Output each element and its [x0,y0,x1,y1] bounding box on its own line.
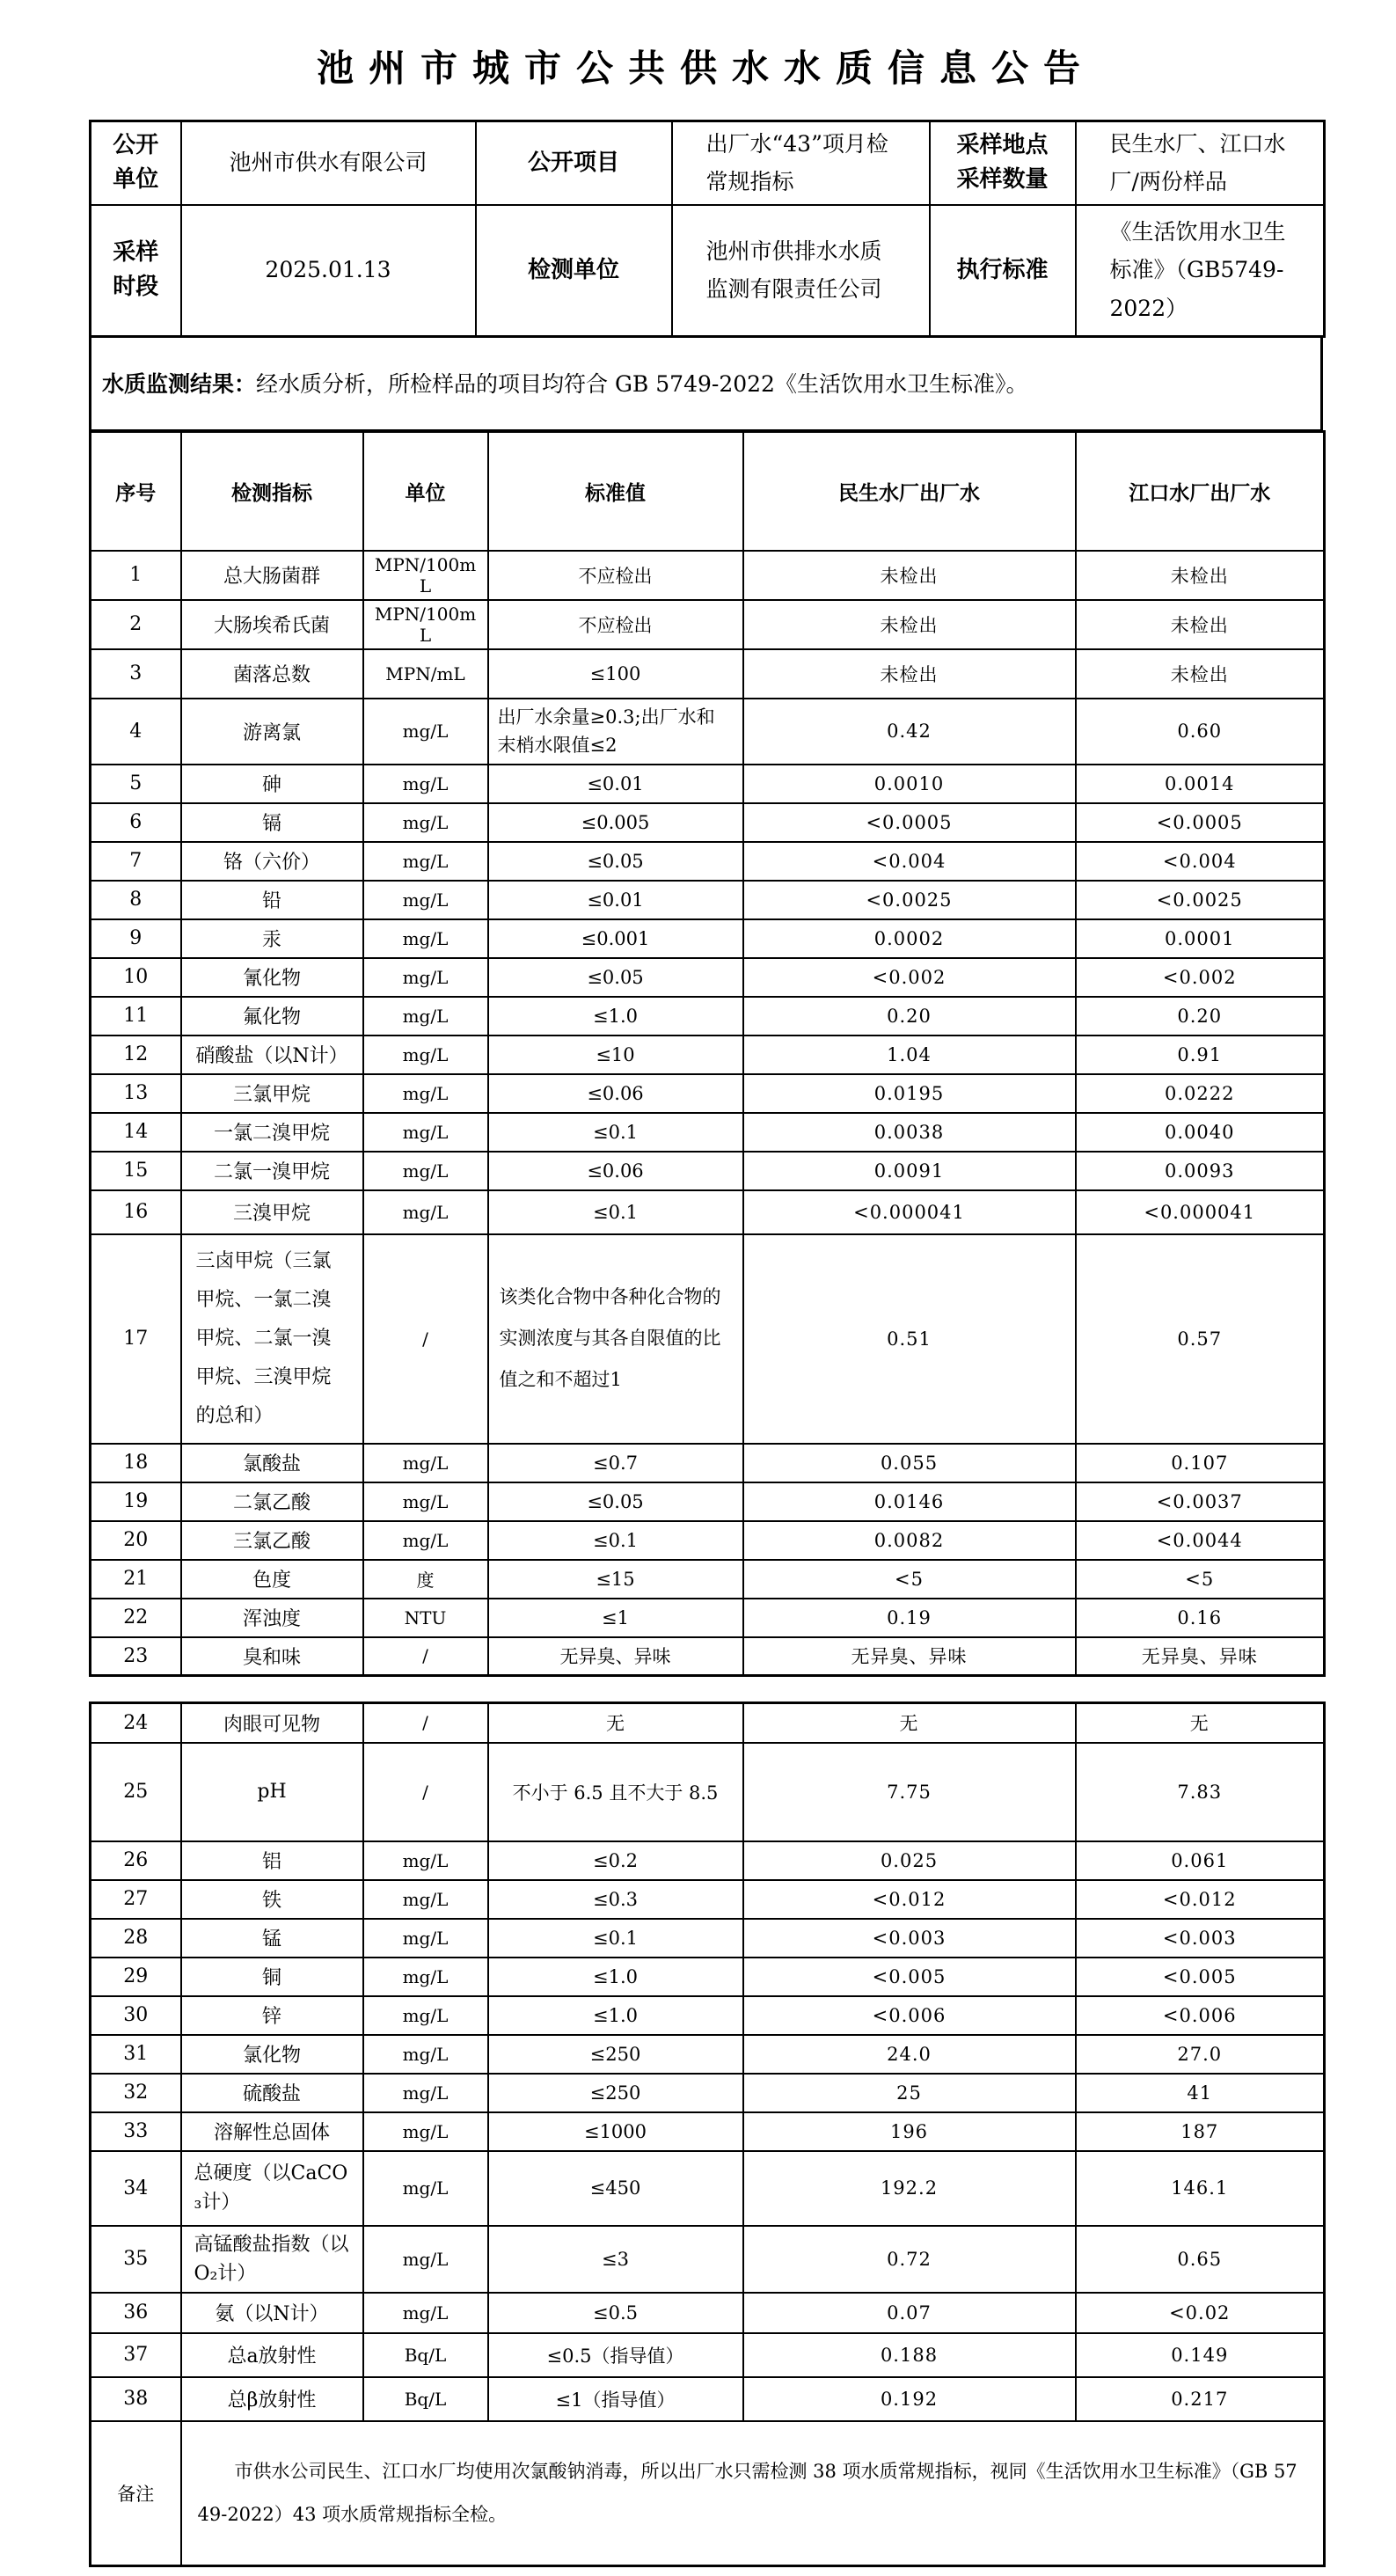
cell-standard: ≤0.005 [488,803,743,842]
cell-minsheng-value: 0.51 [743,1234,1076,1444]
cell-index: 28 [91,1919,181,1958]
indicator-row [91,2151,1325,2226]
cell-standard: ≤250 [488,2074,743,2112]
cell-standard: ≤15 [488,1560,743,1599]
cell-indicator: 总硬度（以CaCO₃计） [181,2151,363,2226]
cell-unit: mg/L [363,2226,488,2293]
cell-minsheng-value: 25 [743,2074,1076,2112]
cell-minsheng-value: 0.19 [743,1599,1076,1637]
cell-unit: mg/L [363,803,488,842]
page-title: 池州市城市公共供水水质信息公告 [316,47,1095,90]
cell-unit: 度 [363,1560,488,1599]
cell-indicator: 铬（六价） [181,842,363,881]
table-header-row [91,432,1325,551]
cell-minsheng-value: <0.0005 [743,803,1076,842]
cell-minsheng-value: 0.0195 [743,1074,1076,1113]
cell-unit: mg/L [363,699,488,765]
indicator-row [91,1074,1325,1113]
cell-minsheng-value: 无异臭、异味 [743,1637,1076,1676]
cell-indicator: 肉眼可见物 [181,1703,363,1743]
cell-unit: mg/L [363,1152,488,1190]
indicator-row [91,2074,1325,2112]
indicator-row [91,1599,1325,1637]
cell-indicator: 二氯乙酸 [181,1482,363,1521]
cell-jiangkou-value: <5 [1076,1560,1325,1599]
cell-standard: ≤0.06 [488,1152,743,1190]
indicator-row [91,1996,1325,2035]
cell-unit: mg/L [363,1958,488,1996]
cell-unit: / [363,1703,488,1743]
quality-table-part1 [89,430,1326,1677]
cell-jiangkou-value: 41 [1076,2074,1325,2112]
cell-minsheng-value: 0.0038 [743,1113,1076,1152]
cell-jiangkou-value: 7.83 [1076,1743,1325,1841]
cell-unit: / [363,1234,488,1444]
cell-unit: NTU [363,1599,488,1637]
info-label-testing-unit: 检测单位 [476,205,672,337]
cell-index: 33 [91,2112,181,2151]
indicator-row [91,1560,1325,1599]
cell-minsheng-value: 0.025 [743,1841,1076,1880]
cell-unit: / [363,1637,488,1676]
cell-jiangkou-value: 0.65 [1076,2226,1325,2293]
cell-unit: mg/L [363,1996,488,2035]
cell-minsheng-value: <0.003 [743,1919,1076,1958]
cell-unit: mg/L [363,1521,488,1560]
cell-index: 36 [91,2293,181,2333]
indicator-row [91,1234,1325,1444]
cell-standard: ≤0.1 [488,1919,743,1958]
cell-unit: mg/L [363,919,488,958]
cell-index: 20 [91,1521,181,1560]
cell-minsheng-value: <0.004 [743,842,1076,881]
cell-index: 5 [91,765,181,803]
indicator-row [91,997,1325,1036]
col-header-standard: 标准值 [488,432,743,551]
cell-indicator: 总β放射性 [181,2377,363,2421]
cell-index: 8 [91,881,181,919]
cell-jiangkou-value: 0.16 [1076,1599,1325,1637]
cell-indicator: 三卤甲烷（三氯甲烷、一氯二溴甲烷、二氯一溴甲烷、三溴甲烷的总和） [181,1234,363,1444]
indicator-row [91,919,1325,958]
cell-index: 18 [91,1444,181,1482]
cell-standard: ≤0.1 [488,1521,743,1560]
indicator-row [91,1521,1325,1560]
indicator-row [91,600,1325,649]
indicator-row [91,2035,1325,2074]
indicator-row [91,2333,1325,2377]
cell-index: 12 [91,1036,181,1074]
document-content [89,42,1323,2567]
cell-standard: ≤1.0 [488,1958,743,1996]
cell-unit: mg/L [363,881,488,919]
remark-text: 市供水公司民生、江口水厂均使用次氯酸钠消毒，所以出厂水只需检测 38 项水质常规指标，视同《生活饮用水卫生标准》（GB 5749-2022）43 项水质常规指标全检。 [181,2421,1325,2566]
cell-standard: ≤0.7 [488,1444,743,1482]
cell-indicator: 三氯甲烷 [181,1074,363,1113]
cell-minsheng-value: 0.72 [743,2226,1076,2293]
cell-index: 11 [91,997,181,1036]
cell-indicator: 高锰酸盐指数（以O₂计） [181,2226,363,2293]
cell-standard: ≤0.05 [488,958,743,997]
indicator-row [91,765,1325,803]
cell-standard: ≤0.01 [488,765,743,803]
cell-indicator: 铁 [181,1880,363,1919]
result-label: 水质监测结果： [102,370,257,397]
cell-index: 3 [91,649,181,699]
cell-unit: Bq/L [363,2333,488,2377]
cell-index: 37 [91,2333,181,2377]
cell-unit: mg/L [363,1190,488,1234]
cell-minsheng-value: <0.000041 [743,1190,1076,1234]
cell-indicator: 铝 [181,1841,363,1880]
cell-indicator: 锌 [181,1996,363,2035]
info-row [91,205,1325,337]
cell-jiangkou-value: 0.149 [1076,2333,1325,2377]
cell-index: 7 [91,842,181,881]
cell-standard: ≤1（指导值） [488,2377,743,2421]
cell-unit: mg/L [363,1919,488,1958]
cell-index: 10 [91,958,181,997]
cell-jiangkou-value: 无异臭、异味 [1076,1637,1325,1676]
indicator-row [91,1190,1325,1234]
cell-minsheng-value: 0.055 [743,1444,1076,1482]
cell-indicator: 二氯一溴甲烷 [181,1152,363,1190]
info-value-sampling-period: 2025.01.13 [181,205,476,337]
cell-jiangkou-value: 0.107 [1076,1444,1325,1482]
cell-indicator: 氟化物 [181,997,363,1036]
cell-index: 27 [91,1880,181,1919]
cell-indicator: 汞 [181,919,363,958]
cell-index: 21 [91,1560,181,1599]
cell-unit: mg/L [363,1036,488,1074]
indicator-row [91,1444,1325,1482]
cell-minsheng-value: 0.07 [743,2293,1076,2333]
cell-indicator: 锰 [181,1919,363,1958]
cell-jiangkou-value: <0.004 [1076,842,1325,881]
cell-jiangkou-value: <0.000041 [1076,1190,1325,1234]
cell-minsheng-value: 未检出 [743,649,1076,699]
cell-jiangkou-value: <0.005 [1076,1958,1325,1996]
cell-indicator: 总大肠菌群 [181,551,363,600]
cell-jiangkou-value: 27.0 [1076,2035,1325,2074]
cell-jiangkou-value: 0.217 [1076,2377,1325,2421]
info-value-testing-unit: 池州市供排水水质监测有限责任公司 [672,205,930,337]
cell-standard: ≤0.01 [488,881,743,919]
cell-jiangkou-value: 无 [1076,1703,1325,1743]
cell-index: 29 [91,1958,181,1996]
indicator-row [91,1036,1325,1074]
cell-minsheng-value: <0.012 [743,1880,1076,1919]
cell-standard: ≤0.2 [488,1841,743,1880]
info-label-public-unit: 公开单位 [91,121,181,205]
cell-unit: mg/L [363,1113,488,1152]
cell-unit: mg/L [363,2293,488,2333]
cell-minsheng-value: 0.0091 [743,1152,1076,1190]
cell-minsheng-value: <0.0025 [743,881,1076,919]
cell-indicator: 大肠埃希氏菌 [181,600,363,649]
cell-index: 25 [91,1743,181,1841]
cell-standard: ≤10 [488,1036,743,1074]
indicator-row [91,1958,1325,1996]
result-banner [89,335,1323,432]
remark-label: 备注 [91,2421,181,2566]
info-value-sampling-site: 民生水厂、江口水厂/两份样品 [1076,121,1325,205]
indicator-row [91,649,1325,699]
info-value-public-item: 出厂水“43”项月检常规指标 [672,121,930,205]
cell-indicator: 三氯乙酸 [181,1521,363,1560]
indicator-row [91,1919,1325,1958]
cell-unit: mg/L [363,842,488,881]
cell-jiangkou-value: 0.20 [1076,997,1325,1036]
cell-minsheng-value: 无 [743,1703,1076,1743]
cell-unit: mg/L [363,2151,488,2226]
cell-jiangkou-value: 0.0001 [1076,919,1325,958]
cell-indicator: 臭和味 [181,1637,363,1676]
cell-jiangkou-value: 0.57 [1076,1234,1325,1444]
cell-index: 16 [91,1190,181,1234]
cell-jiangkou-value: <0.003 [1076,1919,1325,1958]
col-header-index: 序号 [91,432,181,551]
cell-minsheng-value: 0.0002 [743,919,1076,958]
cell-standard: 出厂水余量≥0.3;出厂水和末梢水限值≤2 [488,699,743,765]
cell-minsheng-value: <0.002 [743,958,1076,997]
cell-indicator: 镉 [181,803,363,842]
cell-jiangkou-value: <0.0037 [1076,1482,1325,1521]
cell-standard: ≤0.06 [488,1074,743,1113]
indicator-row [91,2377,1325,2421]
cell-unit: mg/L [363,765,488,803]
cell-index: 34 [91,2151,181,2226]
cell-index: 2 [91,600,181,649]
cell-unit: mg/L [363,2035,488,2074]
cell-indicator: 游离氯 [181,699,363,765]
info-value-public-unit: 池州市供水有限公司 [181,121,476,205]
cell-indicator: 氨（以N计） [181,2293,363,2333]
indicator-row [91,1703,1325,1743]
indicator-row [91,1880,1325,1919]
cell-unit: / [363,1743,488,1841]
indicator-row [91,842,1325,881]
indicator-row [91,881,1325,919]
cell-jiangkou-value: 0.0222 [1076,1074,1325,1113]
cell-minsheng-value: <0.006 [743,1996,1076,2035]
indicator-row [91,958,1325,997]
cell-standard: ≤1000 [488,2112,743,2151]
cell-index: 14 [91,1113,181,1152]
indicator-row [91,551,1325,600]
cell-unit: mg/L [363,1841,488,1880]
cell-minsheng-value: 24.0 [743,2035,1076,2074]
col-header-unit: 单位 [363,432,488,551]
cell-indicator: 菌落总数 [181,649,363,699]
cell-jiangkou-value: <0.002 [1076,958,1325,997]
info-row [91,121,1325,205]
cell-standard: 不小于 6.5 且不大于 8.5 [488,1743,743,1841]
cell-minsheng-value: 7.75 [743,1743,1076,1841]
cell-minsheng-value: 0.0010 [743,765,1076,803]
cell-jiangkou-value: 未检出 [1076,551,1325,600]
info-label-sampling-period: 采样时段 [91,205,181,337]
cell-jiangkou-value: <0.02 [1076,2293,1325,2333]
cell-index: 23 [91,1637,181,1676]
result-text: 经水质分析，所检样品的项目均符合 GB 5749-2022《生活饮用水卫生标准》。 [256,370,1028,397]
cell-index: 17 [91,1234,181,1444]
cell-minsheng-value: 1.04 [743,1036,1076,1074]
cell-minsheng-value: 196 [743,2112,1076,2151]
cell-unit: mg/L [363,2112,488,2151]
cell-unit: Bq/L [363,2377,488,2421]
cell-jiangkou-value: 未检出 [1076,600,1325,649]
info-label-public-item: 公开项目 [476,121,672,205]
cell-indicator: 一氯二溴甲烷 [181,1113,363,1152]
cell-minsheng-value: 192.2 [743,2151,1076,2226]
col-header-indicator: 检测指标 [181,432,363,551]
cell-index: 38 [91,2377,181,2421]
cell-indicator: pH [181,1743,363,1841]
indicator-row [91,1743,1325,1841]
cell-index: 22 [91,1599,181,1637]
cell-jiangkou-value: 0.91 [1076,1036,1325,1074]
cell-standard: 无 [488,1703,743,1743]
cell-index: 4 [91,699,181,765]
cell-indicator: 氯化物 [181,2035,363,2074]
cell-standard: 不应检出 [488,600,743,649]
cell-minsheng-value: 未检出 [743,551,1076,600]
cell-minsheng-value: 0.188 [743,2333,1076,2377]
cell-jiangkou-value: 146.1 [1076,2151,1325,2226]
cell-index: 19 [91,1482,181,1521]
cell-index: 32 [91,2074,181,2112]
cell-jiangkou-value: 0.061 [1076,1841,1325,1880]
info-table [89,120,1326,338]
indicator-row [91,1841,1325,1880]
cell-minsheng-value: 0.0082 [743,1521,1076,1560]
quality-table-part2 [89,1701,1326,2567]
cell-minsheng-value: 0.192 [743,2377,1076,2421]
cell-standard: ≤100 [488,649,743,699]
cell-unit: mg/L [363,1880,488,1919]
cell-indicator: 溶解性总固体 [181,2112,363,2151]
cell-indicator: 总a放射性 [181,2333,363,2377]
cell-minsheng-value: 0.20 [743,997,1076,1036]
cell-unit: mg/L [363,2074,488,2112]
cell-unit: mg/L [363,997,488,1036]
cell-standard: ≤0.05 [488,842,743,881]
cell-jiangkou-value: <0.006 [1076,1996,1325,2035]
cell-standard: ≤3 [488,2226,743,2293]
cell-standard: ≤1 [488,1599,743,1637]
cell-index: 13 [91,1074,181,1113]
cell-index: 31 [91,2035,181,2074]
cell-minsheng-value: <5 [743,1560,1076,1599]
cell-jiangkou-value: <0.012 [1076,1880,1325,1919]
cell-standard: ≤0.5（指导值） [488,2333,743,2377]
remark-row [91,2421,1325,2566]
cell-indicator: 浑浊度 [181,1599,363,1637]
cell-standard: ≤0.5 [488,2293,743,2333]
cell-standard: ≤0.1 [488,1190,743,1234]
cell-minsheng-value: 0.0146 [743,1482,1076,1521]
cell-indicator: 氰化物 [181,958,363,997]
indicator-row [91,1152,1325,1190]
cell-jiangkou-value: <0.0025 [1076,881,1325,919]
cell-standard: ≤0.1 [488,1113,743,1152]
cell-jiangkou-value: 187 [1076,2112,1325,2151]
indicator-row [91,2112,1325,2151]
info-value-standard: 《生活饮用水卫生标准》（GB5749-2022） [1076,205,1325,337]
cell-jiangkou-value: <0.0044 [1076,1521,1325,1560]
cell-index: 35 [91,2226,181,2293]
indicator-row [91,2226,1325,2293]
cell-minsheng-value: <0.005 [743,1958,1076,1996]
cell-standard: 无异臭、异味 [488,1637,743,1676]
indicator-row [91,1482,1325,1521]
cell-standard: 不应检出 [488,551,743,600]
cell-standard: 该类化合物中各种化合物的实测浓度与其各自限值的比值之和不超过1 [488,1234,743,1444]
cell-indicator: 硫酸盐 [181,2074,363,2112]
cell-jiangkou-value: <0.0005 [1076,803,1325,842]
cell-indicator: 砷 [181,765,363,803]
info-label-standard: 执行标准 [930,205,1076,337]
cell-indicator: 三溴甲烷 [181,1190,363,1234]
cell-jiangkou-value: 0.0014 [1076,765,1325,803]
cell-indicator: 铅 [181,881,363,919]
cell-indicator: 色度 [181,1560,363,1599]
cell-jiangkou-value: 0.0040 [1076,1113,1325,1152]
cell-index: 15 [91,1152,181,1190]
cell-standard: ≤250 [488,2035,743,2074]
cell-standard: ≤0.3 [488,1880,743,1919]
cell-unit: mg/L [363,1074,488,1113]
indicator-row [91,1113,1325,1152]
cell-index: 9 [91,919,181,958]
cell-minsheng-value: 未检出 [743,600,1076,649]
indicator-row [91,2293,1325,2333]
cell-unit: MPN/100mL [363,551,488,600]
cell-standard: ≤1.0 [488,1996,743,2035]
cell-standard: ≤0.001 [488,919,743,958]
col-header-jiangkou-plant: 江口水厂出厂水 [1076,432,1325,551]
cell-unit: MPN/mL [363,649,488,699]
cell-jiangkou-value: 0.0093 [1076,1152,1325,1190]
cell-index: 24 [91,1703,181,1743]
cell-minsheng-value: 0.42 [743,699,1076,765]
cell-index: 30 [91,1996,181,2035]
cell-indicator: 硝酸盐（以N计） [181,1036,363,1074]
indicator-row [91,1637,1325,1676]
cell-indicator: 铜 [181,1958,363,1996]
cell-index: 1 [91,551,181,600]
cell-index: 26 [91,1841,181,1880]
cell-indicator: 氯酸盐 [181,1444,363,1482]
cell-unit: mg/L [363,958,488,997]
cell-jiangkou-value: 未检出 [1076,649,1325,699]
cell-index: 6 [91,803,181,842]
cell-unit: MPN/100mL [363,600,488,649]
cell-unit: mg/L [363,1482,488,1521]
info-label-sampling-site: 采样地点采样数量 [930,121,1076,205]
indicator-row [91,699,1325,765]
cell-unit: mg/L [363,1444,488,1482]
cell-standard: ≤0.05 [488,1482,743,1521]
col-header-minsheng-plant: 民生水厂出厂水 [743,432,1076,551]
cell-standard: ≤1.0 [488,997,743,1036]
indicator-row [91,803,1325,842]
cell-standard: ≤450 [488,2151,743,2226]
cell-jiangkou-value: 0.60 [1076,699,1325,765]
